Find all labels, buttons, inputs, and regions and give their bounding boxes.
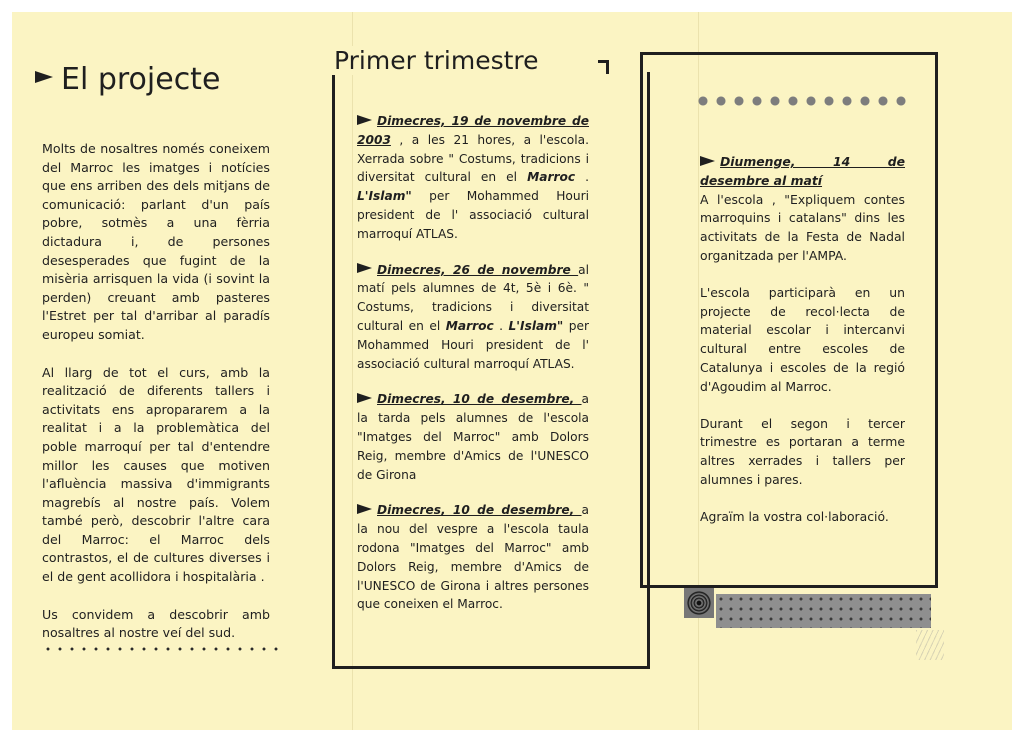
event-1 bbox=[357, 112, 589, 244]
triangle-bullet-icon bbox=[357, 393, 372, 403]
info-paragraph-2: L'escola participarà en un projecte de recol·lecta de material escolar i intercanvi cultural entre escoles de Catalunya i escoles de la regió d'Agoudim al Marroc. bbox=[700, 284, 905, 394]
event-3-date: Dimecres, 10 de desembre, bbox=[377, 392, 582, 407]
project-paragraph-1: Molts de nosaltres només coneixem del Marroc les imatges i notícies que ens arriben des dels mitjans de comunicació: parlant d'un país pobre, sotmès a una fèrria dictadura i, de persones desesperades que fugint de la misèria arrisquen la vida (i sovint la perden) creuant amb pasteres l'Estret per tal d'arribar al paradís europeu somiat. bbox=[42, 141, 270, 342]
event-1-text-b: . bbox=[575, 170, 590, 185]
triangle-bullet-icon bbox=[35, 71, 53, 83]
event-1-text-a: , a les 21 hores, a l'escola. Xerrada sobre " Costums, tradicions i diversitat cultural en el bbox=[357, 132, 589, 185]
event-3 bbox=[357, 390, 589, 484]
frame-hook bbox=[598, 60, 606, 63]
dotted-strip-decoration bbox=[716, 594, 931, 628]
project-heading bbox=[35, 62, 220, 97]
sunday-event-date: Diumenge, 14 de desembre al matí bbox=[700, 154, 905, 188]
spiral-icon bbox=[684, 588, 714, 618]
triangle-bullet-icon bbox=[700, 156, 715, 166]
event-4-text: a la nou del vespre a l'escola taula rodona "Imatges del Marroc" amb Dolors Reig, membre d'Amics de l'UNESCO de Girona i altres persones que coneixen el Marroc. bbox=[357, 503, 589, 612]
event-2-text-b: . bbox=[493, 318, 509, 333]
triangle-bullet-icon bbox=[357, 263, 372, 273]
trimester-title: Primer trimestre bbox=[328, 46, 545, 75]
project-paragraph-2: Al llarg de tot el curs, amb la realització de diferents tallers i activitats ens apropararem a la realitat i a la problemàtica del poble marroquí per tal d'entendre millor les causes que motiven l'afluència massiva d'immigrants magrebís al nostre país. Volem també però, descobrir l'altre cara del Marroc: el Marroc dels contrastos, el de cultures diverses i el de gent acollidora i hospitalària . bbox=[42, 364, 270, 585]
project-text bbox=[42, 140, 270, 662]
event-1-em-1: Marroc bbox=[527, 170, 576, 185]
sunday-event bbox=[700, 153, 905, 191]
triangle-bullet-icon bbox=[357, 504, 372, 514]
event-3-text: a la tarda pels alumnes de l'escola "Imatges del Marroc" amb Dolors Reig, membre d'Amics de l'UNESCO de Girona bbox=[357, 392, 589, 482]
dotted-divider bbox=[42, 646, 282, 652]
events-list bbox=[357, 112, 589, 631]
info-text bbox=[700, 153, 905, 545]
event-4 bbox=[357, 501, 589, 614]
event-2-date: Dimecres, 26 de novembre bbox=[377, 262, 579, 277]
event-1-date: Dimecres, 19 de novembre de 2003 bbox=[357, 114, 589, 147]
event-2-em-1: Marroc bbox=[445, 318, 494, 333]
project-paragraph-3: Us convidem a descobrir amb nosaltres al nostre veí del sud. bbox=[42, 606, 270, 641]
event-2-text-a: al matí pels alumnes de 4t, 5è i 6è. " Costums, tradicions i diversitat cultural en el bbox=[357, 262, 589, 333]
project-title: El projecte bbox=[61, 62, 221, 97]
event-2-text-c: per Mohammed Houri president de l' associació cultural marroquí ATLAS. bbox=[357, 318, 589, 371]
frame-hook-vertical bbox=[606, 60, 609, 74]
info-paragraph-4: Agraïm la vostra col·laboració. bbox=[700, 508, 889, 524]
event-2-em-2: L'Islam" bbox=[508, 318, 564, 333]
info-paragraph-3: Durant el segon i tercer trimestre es portaran a terme altres xerrades i tallers per alumnes i pares. bbox=[700, 415, 905, 487]
triangle-bullet-icon bbox=[357, 115, 372, 125]
event-2 bbox=[357, 261, 589, 374]
event-1-text-c: per Mohammed Houri president de l' associació cultural marroquí ATLAS. bbox=[357, 189, 589, 241]
faint-stamp-decoration bbox=[916, 630, 944, 660]
dots-decoration bbox=[694, 94, 914, 108]
event-1-em-2: L'Islam" bbox=[357, 189, 412, 204]
event-4-date: Dimecres, 10 de desembre, bbox=[377, 503, 582, 518]
info-paragraph-1: A l'escola , "Expliquem contes marroquins i catalans" dins les activitats de la Festa de Nadal organitzada per l'AMPA. bbox=[700, 191, 905, 263]
